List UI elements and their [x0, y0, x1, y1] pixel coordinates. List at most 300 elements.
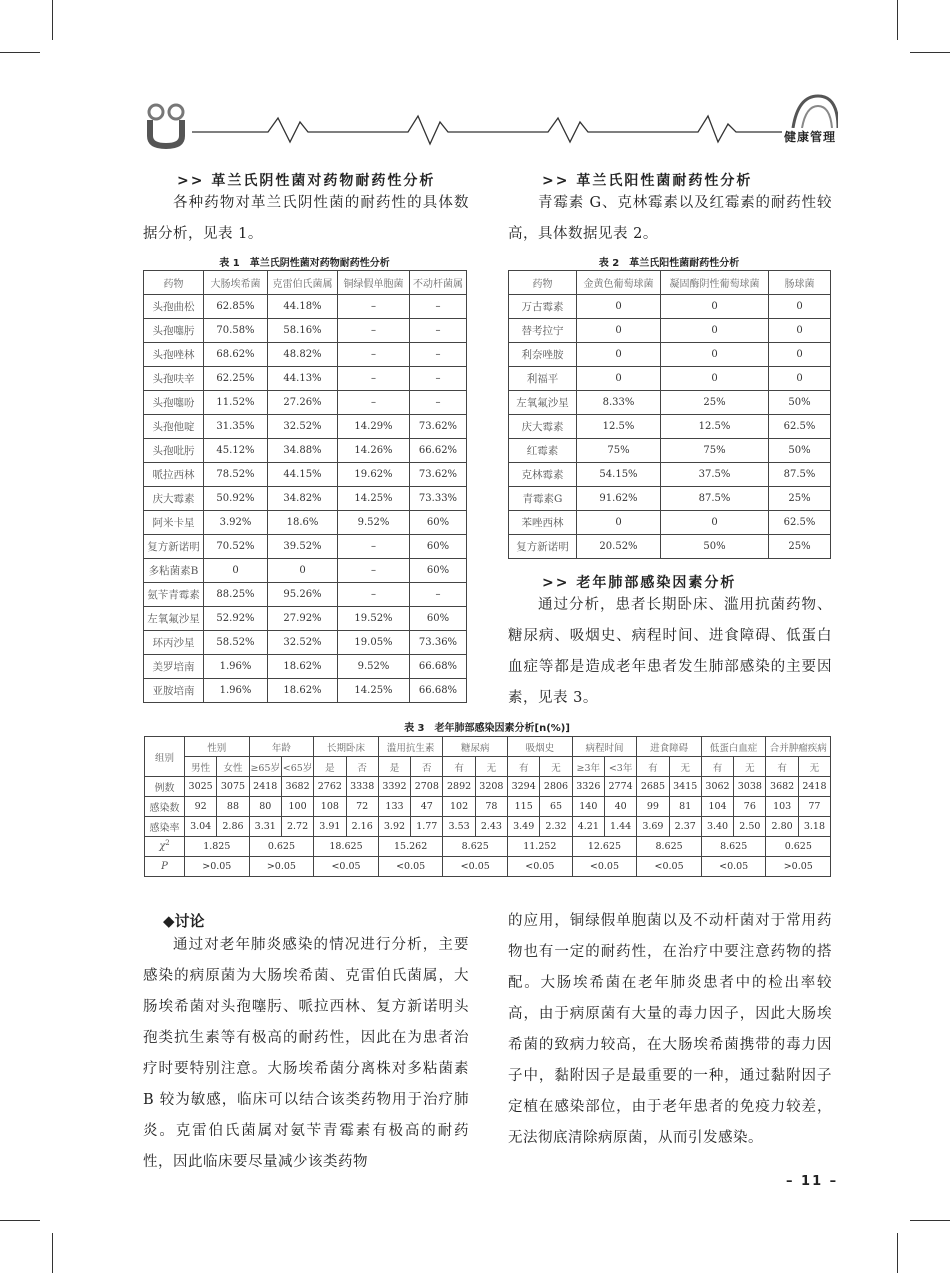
- resistance-cell: 11.52%: [204, 391, 268, 415]
- value-cell: 2806: [540, 777, 572, 797]
- chi-value-cell: 15.262: [378, 837, 443, 857]
- resistance-cell: 0: [577, 343, 661, 367]
- drug-name-cell: 利奈唑胺: [509, 343, 577, 367]
- resistance-cell: –: [338, 295, 410, 319]
- table1-header-cell: 大肠埃希菌: [204, 271, 268, 295]
- drug-name-cell: 庆大霉素: [509, 415, 577, 439]
- p-value-cell: >0.05: [249, 857, 314, 877]
- discussion-title: ◆讨论: [163, 912, 205, 930]
- resistance-cell: 12.5%: [661, 415, 769, 439]
- resistance-cell: 20.52%: [577, 535, 661, 559]
- resistance-cell: 88.25%: [204, 583, 268, 607]
- resistance-cell: 0: [268, 559, 338, 583]
- resistance-cell: 95.26%: [268, 583, 338, 607]
- value-cell: 104: [701, 797, 733, 817]
- chi-value-cell: 1.825: [185, 837, 250, 857]
- p-value-cell: <0.05: [378, 857, 443, 877]
- value-cell: 2892: [443, 777, 475, 797]
- table3-subgroup-header: 有: [766, 757, 798, 777]
- table3-subgroup-header: 有: [508, 757, 540, 777]
- resistance-cell: 73.62%: [410, 415, 467, 439]
- resistance-cell: 50%: [769, 391, 831, 415]
- value-cell: 3.92: [378, 817, 410, 837]
- resistance-cell: 0: [577, 511, 661, 535]
- table-row: [144, 415, 467, 439]
- resistance-cell: 73.62%: [410, 463, 467, 487]
- resistance-cell: 0: [577, 295, 661, 319]
- resistance-cell: 27.26%: [268, 391, 338, 415]
- value-cell: 108: [314, 797, 346, 817]
- resistance-cell: 87.5%: [661, 487, 769, 511]
- resistance-cell: 9.52%: [338, 655, 410, 679]
- chi-superscript: 2: [165, 839, 170, 847]
- table1-header-cell: 不动杆菌属: [410, 271, 467, 295]
- table3-subgroup-header: 无: [669, 757, 701, 777]
- table-row: [509, 343, 831, 367]
- table-row: [144, 319, 467, 343]
- resistance-cell: 0: [577, 367, 661, 391]
- resistance-cell: 14.25%: [338, 679, 410, 703]
- drug-name-cell: 庆大霉素: [144, 487, 204, 511]
- table-row: [144, 367, 467, 391]
- p-value-cell: <0.05: [637, 857, 702, 877]
- value-cell: 115: [508, 797, 540, 817]
- resistance-cell: 0: [661, 343, 769, 367]
- resistance-cell: 52.92%: [204, 607, 268, 631]
- value-cell: 3038: [734, 777, 766, 797]
- resistance-cell: 1.96%: [204, 655, 268, 679]
- chi-symbol: χ: [159, 841, 166, 852]
- value-cell: 2774: [604, 777, 636, 797]
- p-value-cell: <0.05: [572, 857, 637, 877]
- resistance-cell: –: [338, 343, 410, 367]
- value-cell: 92: [185, 797, 217, 817]
- drug-name-cell: 利福平: [509, 367, 577, 391]
- resistance-cell: 87.5%: [769, 463, 831, 487]
- value-cell: 2.86: [217, 817, 249, 837]
- resistance-cell: –: [338, 367, 410, 391]
- table3: [144, 736, 831, 877]
- value-cell: 76: [734, 797, 766, 817]
- table3-group-header: 病程时间: [572, 737, 637, 757]
- resistance-cell: 14.25%: [338, 487, 410, 511]
- table3-group-row: [145, 737, 831, 757]
- resistance-cell: 14.26%: [338, 439, 410, 463]
- resistance-cell: 70.52%: [204, 535, 268, 559]
- crop-mark: [910, 1220, 950, 1221]
- value-cell: 3025: [185, 777, 217, 797]
- value-cell: 2418: [249, 777, 281, 797]
- resistance-cell: –: [410, 583, 467, 607]
- chi-value-cell: 0.625: [766, 837, 831, 857]
- chi-value-cell: 0.625: [249, 837, 314, 857]
- value-cell: 3.31: [249, 817, 281, 837]
- table3-subgroup-header: ≥3年: [572, 757, 604, 777]
- paragraph-gram-positive: 青霉素 G、克林霉素以及红霉素的耐药性较高，具体数据见表 2。: [508, 195, 832, 242]
- resistance-cell: 0: [661, 511, 769, 535]
- crop-mark: [0, 1220, 40, 1221]
- value-cell: 3208: [475, 777, 507, 797]
- chi-value-cell: 8.625: [443, 837, 508, 857]
- row-label: 感染率: [145, 817, 185, 837]
- resistance-cell: 60%: [410, 559, 467, 583]
- drug-name-cell: 苯唑西林: [509, 511, 577, 535]
- resistance-cell: 54.15%: [577, 463, 661, 487]
- table-row: [144, 583, 467, 607]
- drug-name-cell: 替考拉宁: [509, 319, 577, 343]
- value-cell: 3.40: [701, 817, 733, 837]
- crop-mark: [897, 0, 898, 40]
- resistance-cell: 37.5%: [661, 463, 769, 487]
- table3-group-header: 糖尿病: [443, 737, 508, 757]
- drug-name-cell: 头孢唑林: [144, 343, 204, 367]
- resistance-cell: 1.96%: [204, 679, 268, 703]
- table3-subgroup-header: 无: [475, 757, 507, 777]
- resistance-cell: 62.5%: [769, 511, 831, 535]
- value-cell: 3682: [281, 777, 313, 797]
- value-cell: 133: [378, 797, 410, 817]
- resistance-cell: 9.52%: [338, 511, 410, 535]
- resistance-cell: 0: [661, 367, 769, 391]
- row-label: [145, 837, 185, 857]
- table1-header-cell: 克雷伯氏菌属: [268, 271, 338, 295]
- header-wave-decoration-icon: [138, 92, 838, 162]
- drug-name-cell: 复方新诺明: [509, 535, 577, 559]
- value-cell: 72: [346, 797, 378, 817]
- resistance-cell: 73.36%: [410, 631, 467, 655]
- resistance-cell: 50.92%: [204, 487, 268, 511]
- value-cell: 3.91: [314, 817, 346, 837]
- table3-group-header: 年龄: [249, 737, 314, 757]
- value-cell: 3392: [378, 777, 410, 797]
- table1: [143, 270, 467, 703]
- table1-caption: 表 1 革兰氏阴性菌对药物耐药性分析: [219, 258, 390, 269]
- resistance-cell: –: [338, 559, 410, 583]
- resistance-cell: 45.12%: [204, 439, 268, 463]
- value-cell: 78: [475, 797, 507, 817]
- value-cell: 140: [572, 797, 604, 817]
- drug-name-cell: 万古霉素: [509, 295, 577, 319]
- table3-group-header: 进食障碍: [637, 737, 702, 757]
- resistance-cell: 44.15%: [268, 463, 338, 487]
- table3-subgroup-header: 女性: [217, 757, 249, 777]
- drug-name-cell: 头孢噻肟: [144, 319, 204, 343]
- resistance-cell: 0: [204, 559, 268, 583]
- table-row: [145, 857, 831, 877]
- p-value-cell: <0.05: [508, 857, 573, 877]
- value-cell: 81: [669, 797, 701, 817]
- resistance-cell: 66.62%: [410, 439, 467, 463]
- discussion-left-column: 通过对老年肺炎感染的情况进行分析，主要感染的病原菌为大肠埃希菌、克雷伯氏菌属，大肠埃希菌对头孢噻肟、哌拉西林、复方新诺明头孢类抗生素等有极高的耐药性，因此在为患者治疗时要特别注意。大肠埃希菌分离株对多粘菌素 B 较为敏感，临床可以结合该类药物用于治疗肺炎。克雷伯氏菌属对氨苄青霉素有极高的耐药性，因此临床要尽量减少该类药物: [143, 937, 469, 1170]
- resistance-cell: 0: [661, 295, 769, 319]
- table-row: [144, 679, 467, 703]
- resistance-cell: –: [338, 319, 410, 343]
- value-cell: 65: [540, 797, 572, 817]
- table-row: [144, 535, 467, 559]
- table-row: [144, 631, 467, 655]
- table-row: [144, 343, 467, 367]
- paragraph-infection-factors: 通过分析，患者长期卧床、滥用抗菌药物、糖尿病、吸烟史、病程时间、进食障碍、低蛋白血症等都是造成老年患者发生肺部感染的主要因素，见表 3。: [508, 597, 832, 706]
- resistance-cell: 8.33%: [577, 391, 661, 415]
- drug-name-cell: 头孢吡肟: [144, 439, 204, 463]
- value-cell: 3062: [701, 777, 733, 797]
- table3-subgroup-row: [145, 757, 831, 777]
- section-tag: 健康管理: [783, 130, 836, 144]
- resistance-cell: 34.82%: [268, 487, 338, 511]
- section-title-gram-negative: >> 革兰氏阴性菌对药物耐药性分析: [177, 173, 436, 189]
- table-row: [509, 415, 831, 439]
- table2-header-cell: 药物: [509, 271, 577, 295]
- chi-value-cell: 11.252: [508, 837, 573, 857]
- resistance-cell: –: [338, 535, 410, 559]
- crop-mark: [52, 0, 53, 40]
- resistance-cell: –: [410, 295, 467, 319]
- chi-value-cell: 8.625: [701, 837, 766, 857]
- value-cell: 2.50: [734, 817, 766, 837]
- p-value-cell: <0.05: [443, 857, 508, 877]
- crop-mark: [0, 52, 40, 53]
- table3-group-header: 长期卧床: [314, 737, 379, 757]
- crop-mark: [897, 1233, 898, 1273]
- resistance-cell: 70.58%: [204, 319, 268, 343]
- value-cell: 3.04: [185, 817, 217, 837]
- table3-group-header: 滥用抗生素: [378, 737, 443, 757]
- resistance-cell: 0: [661, 319, 769, 343]
- drug-name-cell: 头孢噻吩: [144, 391, 204, 415]
- table1-header-cell: 铜绿假单胞菌: [338, 271, 410, 295]
- drug-name-cell: 哌拉西林: [144, 463, 204, 487]
- drug-name-cell: 红霉素: [509, 439, 577, 463]
- drug-name-cell: 阿米卡星: [144, 511, 204, 535]
- table1-header-row: [144, 271, 467, 295]
- value-cell: 3415: [669, 777, 701, 797]
- resistance-cell: 34.88%: [268, 439, 338, 463]
- drug-name-cell: 头孢曲松: [144, 295, 204, 319]
- table-row: [144, 655, 467, 679]
- table2-caption: 表 2 革兰氏阳性菌耐药性分析: [598, 258, 740, 269]
- table3-subgroup-header: ≥65岁: [249, 757, 281, 777]
- value-cell: 1.77: [411, 817, 443, 837]
- value-cell: 2762: [314, 777, 346, 797]
- resistance-cell: 0: [769, 295, 831, 319]
- value-cell: 2.16: [346, 817, 378, 837]
- table-row: [144, 487, 467, 511]
- value-cell: 3.69: [637, 817, 669, 837]
- discussion-right-column: 的应用，铜绿假单胞菌以及不动杆菌对于常用药物也有一定的耐药性，在治疗中要注意药物的搭配。大肠埃希菌在老年肺炎患者中的检出率较高，由于病原菌有大量的毒力因子，因此大肠埃希菌的致病力较高，在大肠埃希菌携带的毒力因子中，黏附因子是最重要的一种，通过黏附因子定植在感染部位，由于老年患者的免疫力较差，无法彻底清除病原菌，从而引发感染。: [508, 913, 832, 1146]
- value-cell: 40: [604, 797, 636, 817]
- resistance-cell: 27.92%: [268, 607, 338, 631]
- drug-name-cell: 复方新诺明: [144, 535, 204, 559]
- value-cell: 1.44: [604, 817, 636, 837]
- table-row: [144, 391, 467, 415]
- table3-subgroup-header: 男性: [185, 757, 217, 777]
- table-row: [509, 391, 831, 415]
- row-label: P: [145, 857, 185, 877]
- resistance-cell: 0: [577, 319, 661, 343]
- table3-subgroup-header: 否: [346, 757, 378, 777]
- p-value-cell: >0.05: [766, 857, 831, 877]
- resistance-cell: –: [338, 391, 410, 415]
- resistance-cell: 39.52%: [268, 535, 338, 559]
- chi-value-cell: 12.625: [572, 837, 637, 857]
- table-row: [509, 511, 831, 535]
- resistance-cell: 60%: [410, 511, 467, 535]
- table1-header-cell: 药物: [144, 271, 204, 295]
- chi-value-cell: 18.625: [314, 837, 379, 857]
- resistance-cell: 31.35%: [204, 415, 268, 439]
- value-cell: 99: [637, 797, 669, 817]
- resistance-cell: 62.25%: [204, 367, 268, 391]
- table3-subgroup-header: 有: [637, 757, 669, 777]
- table2-header-cell: 肠球菌: [769, 271, 831, 295]
- resistance-cell: 18.62%: [268, 655, 338, 679]
- resistance-cell: 58.52%: [204, 631, 268, 655]
- table3-group-label: 组别: [145, 737, 185, 777]
- resistance-cell: 66.68%: [410, 655, 467, 679]
- resistance-cell: 73.33%: [410, 487, 467, 511]
- drug-name-cell: 亚胺培南: [144, 679, 204, 703]
- drug-name-cell: 多粘菌素B: [144, 559, 204, 583]
- resistance-cell: 19.62%: [338, 463, 410, 487]
- table3-subgroup-header: 否: [411, 757, 443, 777]
- table3-subgroup-header: 有: [443, 757, 475, 777]
- resistance-cell: 66.68%: [410, 679, 467, 703]
- resistance-cell: 62.5%: [769, 415, 831, 439]
- resistance-cell: 60%: [410, 535, 467, 559]
- value-cell: 77: [798, 797, 830, 817]
- resistance-cell: 58.16%: [268, 319, 338, 343]
- table3-subgroup-header: 无: [798, 757, 830, 777]
- table-row: [145, 797, 831, 817]
- resistance-cell: 3.92%: [204, 511, 268, 535]
- table-row: [509, 439, 831, 463]
- value-cell: 103: [766, 797, 798, 817]
- row-label: 感染数: [145, 797, 185, 817]
- resistance-cell: 75%: [661, 439, 769, 463]
- resistance-cell: 25%: [769, 487, 831, 511]
- paragraph-gram-negative: 各种药物对革兰氏阴性菌的耐药性的具体数据分析，见表 1。: [143, 195, 469, 242]
- table3-subgroup-header: 无: [540, 757, 572, 777]
- resistance-cell: 19.52%: [338, 607, 410, 631]
- table-row: [144, 559, 467, 583]
- table3-subgroup-header: 有: [701, 757, 733, 777]
- table2: [508, 270, 831, 559]
- resistance-cell: 75%: [577, 439, 661, 463]
- table-row: [145, 817, 831, 837]
- resistance-cell: 50%: [769, 439, 831, 463]
- value-cell: 2418: [798, 777, 830, 797]
- value-cell: 102: [443, 797, 475, 817]
- table-row: [144, 607, 467, 631]
- resistance-cell: 44.13%: [268, 367, 338, 391]
- value-cell: 2.32: [540, 817, 572, 837]
- value-cell: 2.43: [475, 817, 507, 837]
- table-row: [509, 295, 831, 319]
- table3-subgroup-header: <65岁: [281, 757, 313, 777]
- value-cell: 100: [281, 797, 313, 817]
- table2-header-row: [509, 271, 831, 295]
- value-cell: 2.72: [281, 817, 313, 837]
- value-cell: 3326: [572, 777, 604, 797]
- resistance-cell: 25%: [769, 535, 831, 559]
- drug-name-cell: 左氧氟沙星: [509, 391, 577, 415]
- resistance-cell: 0: [769, 319, 831, 343]
- section-title-gram-positive: >> 革兰氏阳性菌耐药性分析: [542, 173, 753, 189]
- drug-name-cell: 左氧氟沙星: [144, 607, 204, 631]
- value-cell: 3.49: [508, 817, 540, 837]
- row-label: 例数: [145, 777, 185, 797]
- table-row: [144, 463, 467, 487]
- drug-name-cell: 头孢他啶: [144, 415, 204, 439]
- chi-value-cell: 8.625: [637, 837, 702, 857]
- resistance-cell: 50%: [661, 535, 769, 559]
- table-row: [509, 487, 831, 511]
- resistance-cell: 60%: [410, 607, 467, 631]
- p-value-cell: <0.05: [314, 857, 379, 877]
- crop-mark: [910, 52, 950, 53]
- value-cell: 47: [411, 797, 443, 817]
- drug-name-cell: 青霉素G: [509, 487, 577, 511]
- resistance-cell: 32.52%: [268, 415, 338, 439]
- resistance-cell: –: [410, 319, 467, 343]
- table-row: [509, 319, 831, 343]
- resistance-cell: –: [410, 367, 467, 391]
- resistance-cell: 62.85%: [204, 295, 268, 319]
- value-cell: 2.37: [669, 817, 701, 837]
- resistance-cell: 25%: [661, 391, 769, 415]
- drug-name-cell: 头孢呋辛: [144, 367, 204, 391]
- table-row: [144, 295, 467, 319]
- resistance-cell: –: [338, 583, 410, 607]
- resistance-cell: 48.82%: [268, 343, 338, 367]
- resistance-cell: 68.62%: [204, 343, 268, 367]
- table-row: [145, 777, 831, 797]
- table3-subgroup-header: 无: [734, 757, 766, 777]
- resistance-cell: 0: [769, 343, 831, 367]
- drug-name-cell: 氨苄青霉素: [144, 583, 204, 607]
- running-header: [138, 92, 838, 162]
- resistance-cell: 12.5%: [577, 415, 661, 439]
- value-cell: 3338: [346, 777, 378, 797]
- resistance-cell: 32.52%: [268, 631, 338, 655]
- table3-caption: 表 3 老年肺部感染因素分析[n(%)]: [404, 723, 570, 734]
- resistance-cell: –: [410, 391, 467, 415]
- value-cell: 3682: [766, 777, 798, 797]
- page-number: – 11 –: [786, 1174, 839, 1189]
- drug-name-cell: 美罗培南: [144, 655, 204, 679]
- section-title-infection-factors: >> 老年肺部感染因素分析: [542, 575, 737, 591]
- value-cell: 80: [249, 797, 281, 817]
- value-cell: 2.80: [766, 817, 798, 837]
- value-cell: 88: [217, 797, 249, 817]
- table-row: [509, 535, 831, 559]
- value-cell: 4.21: [572, 817, 604, 837]
- table2-header-cell: 凝固酶阴性葡萄球菌: [661, 271, 769, 295]
- value-cell: 2708: [411, 777, 443, 797]
- table3-group-header: 吸烟史: [508, 737, 573, 757]
- resistance-cell: 91.62%: [577, 487, 661, 511]
- table3-group-header: 合并肿瘤疾病: [766, 737, 831, 757]
- table3-subgroup-header: <3年: [604, 757, 636, 777]
- value-cell: 2685: [637, 777, 669, 797]
- table3-group-header: 低蛋白血症: [701, 737, 766, 757]
- table3-group-header: 性别: [185, 737, 250, 757]
- crop-mark: [52, 1233, 53, 1273]
- value-cell: 3.53: [443, 817, 475, 837]
- resistance-cell: 0: [769, 367, 831, 391]
- value-cell: 3.18: [798, 817, 830, 837]
- resistance-cell: 18.6%: [268, 511, 338, 535]
